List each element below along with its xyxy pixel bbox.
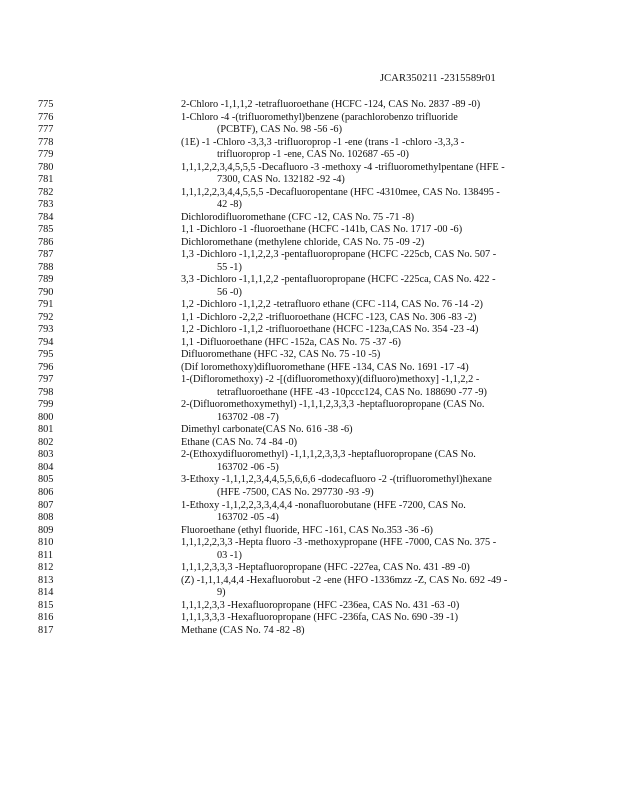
line-text: 1,1,1,2,2,3,4,5,5,5 -Decafluoro -3 -methoxy -4 -trifluoromethylpentane (HFE - [181, 161, 505, 173]
line-text: (Z) -1,1,1,4,4,4 -Hexafluorobut -2 -ene (HFO -1336mzz -Z, CAS No. 692 -49 - [181, 574, 508, 586]
line-text: 9) [217, 587, 226, 599]
line-number: 784 [38, 211, 54, 223]
line-text: trifluoroprop -1 -ene, CAS No. 102687 -65 -0) [217, 149, 409, 161]
line-number: 816 [38, 612, 54, 624]
text-line [0, 149, 618, 162]
line-text: 1,1,1,3,3,3 -Hexafluoropropane (HFC -236fa, CAS No. 690 -39 -1) [181, 612, 459, 624]
text-line [0, 249, 618, 262]
line-text: 1,1 -Dichloro -1 -fluoroethane (HCFC -141b, CAS No. 1717 -00 -6) [181, 224, 463, 236]
line-text: 42 -8) [217, 199, 242, 211]
text-line [0, 274, 618, 287]
line-number: 811 [38, 549, 54, 561]
text-line [0, 287, 618, 300]
text-line [0, 600, 618, 613]
line-text: 56 -0) [217, 286, 242, 298]
text-line [0, 374, 618, 387]
line-text: Dichloromethane (methylene chloride, CAS No. 75 -09 -2) [181, 236, 425, 248]
text-line [0, 162, 618, 175]
line-number: 795 [38, 349, 54, 361]
line-text: Ethane (CAS No. 74 -84 -0) [181, 436, 298, 448]
text-line [0, 124, 618, 137]
line-number: 805 [38, 474, 54, 486]
line-number: 781 [38, 174, 54, 186]
line-number: 796 [38, 361, 54, 373]
text-line [0, 550, 618, 563]
text-line [0, 537, 618, 550]
line-text: 1,1 -Dichloro -2,2,2 -trifluoroethane (HCFC -123, CAS No. 306 -83 -2) [181, 311, 477, 323]
line-number: 812 [38, 562, 54, 574]
text-line [0, 212, 618, 225]
line-number: 793 [38, 324, 54, 336]
line-number: 787 [38, 249, 54, 261]
line-text: 1-Chloro -4 -(trifluoromethyl)benzene (parachlorobenzo trifluoride [181, 111, 458, 123]
text-line [0, 137, 618, 150]
text-line [0, 187, 618, 200]
line-text: Difluoromethane (HFC -32, CAS No. 75 -10 -5) [181, 349, 381, 361]
line-text: 2-Chloro -1,1,1,2 -tetrafluoroethane (HCFC -124, CAS No. 2837 -89 -0) [181, 99, 481, 110]
document-id-header: JCAR350211 -2315589r01 [380, 73, 496, 84]
line-number: 814 [38, 587, 54, 599]
text-line [0, 424, 618, 437]
line-text: 55 -1) [217, 261, 242, 273]
line-text: (Dif loromethoxy)difluoromethane (HFE -134, CAS No. 1691 -17 -4) [181, 361, 469, 373]
text-line [0, 324, 618, 337]
line-number: 775 [38, 99, 54, 110]
line-number: 789 [38, 274, 54, 286]
line-number: 813 [38, 574, 54, 586]
text-line [0, 237, 618, 250]
line-text: Fluoroethane (ethyl fluoride, HFC -161, CAS No.353 -36 -6) [181, 524, 433, 536]
text-line [0, 562, 618, 575]
line-text: 1-(Difloromethoxy) -2 -[(difluoromethoxy)(difluoro)methoxy] -1,1,2,2 - [181, 374, 480, 386]
line-text: 1-Ethoxy -1,1,2,2,3,3,4,4,4 -nonafluorobutane (HFE -7200, CAS No. [181, 499, 466, 511]
line-text: 7300, CAS No. 132182 -92 -4) [217, 174, 345, 186]
line-number: 777 [38, 124, 54, 136]
line-number: 794 [38, 336, 54, 348]
line-text: 1,1 -Difluoroethane (HFC -152a, CAS No. 75 -37 -6) [181, 336, 401, 348]
line-text: Dichlorodifluoromethane (CFC -12, CAS No. 75 -71 -8) [181, 211, 415, 223]
line-text: 1,1,1,2,3,3 -Hexafluoropropane (HFC -236ea, CAS No. 431 -63 -0) [181, 599, 460, 611]
line-number: 790 [38, 286, 54, 298]
line-number: 807 [38, 499, 54, 511]
text-line [0, 612, 618, 625]
line-number: 808 [38, 512, 54, 524]
line-number: 797 [38, 374, 54, 386]
text-line [0, 525, 618, 538]
line-number: 809 [38, 524, 54, 536]
line-number: 798 [38, 386, 54, 398]
text-line [0, 224, 618, 237]
text-line [0, 112, 618, 125]
line-number: 776 [38, 111, 54, 123]
line-number: 785 [38, 224, 54, 236]
text-line [0, 575, 618, 588]
line-number: 783 [38, 199, 54, 211]
text-line [0, 512, 618, 525]
line-number: 817 [38, 624, 54, 636]
line-text: (PCBTF), CAS No. 98 -56 -6) [217, 124, 343, 136]
text-line [0, 337, 618, 350]
line-number: 800 [38, 411, 54, 423]
line-text: Methane (CAS No. 74 -82 -8) [181, 624, 305, 636]
line-text: (1E) -1 -Chloro -3,3,3 -trifluoroprop -1 -ene (trans -1 -chloro -3,3,3 - [181, 136, 465, 148]
text-line [0, 387, 618, 400]
line-text: 1,1,1,2,2,3,4,4,5,5,5 -Decafluoropentane (HFC -4310mee, CAS No. 138495 - [181, 186, 500, 198]
text-line [0, 462, 618, 475]
line-text: 1,3 -Dichloro -1,1,2,2,3 -pentafluoropropane (HCFC -225cb, CAS No. 507 - [181, 249, 497, 261]
line-number: 801 [38, 424, 54, 436]
line-text: (HFE -7500, CAS No. 297730 -93 -9) [217, 486, 374, 498]
line-text: tetrafluoroethane (HFE -43 -10pccc124, CAS No. 188690 -77 -9) [217, 386, 487, 398]
text-line [0, 299, 618, 312]
line-number: 778 [38, 136, 54, 148]
line-text: 3,3 -Dichloro -1,1,1,2,2 -pentafluoropropane (HCFC -225ca, CAS No. 422 - [181, 274, 496, 286]
line-number: 815 [38, 599, 54, 611]
line-number: 791 [38, 299, 54, 311]
line-text: 1,1,1,2,3,3,3 -Heptafluoropropane (HFC -227ea, CAS No. 431 -89 -0) [181, 562, 470, 574]
text-line [0, 174, 618, 187]
text-line [0, 437, 618, 450]
line-number: 782 [38, 186, 54, 198]
line-number: 802 [38, 436, 54, 448]
line-number: 806 [38, 486, 54, 498]
numbered-text-lines [0, 99, 618, 637]
line-text: 1,2 -Dichloro -1,1,2,2 -tetrafluoro ethane (CFC -114, CAS No. 76 -14 -2) [181, 299, 483, 311]
line-number: 792 [38, 311, 54, 323]
line-text: 2-(Ethoxydifluoromethyl) -1,1,1,2,3,3,3 -heptafluoropropane (CAS No. [181, 449, 476, 461]
text-line [0, 199, 618, 212]
line-text: Dimethyl carbonate(CAS No. 616 -38 -6) [181, 424, 353, 436]
line-text: 163702 -06 -5) [217, 461, 279, 473]
text-line [0, 349, 618, 362]
line-text: 03 -1) [217, 549, 242, 561]
line-text: 163702 -08 -7) [217, 411, 279, 423]
line-number: 804 [38, 461, 54, 473]
line-number: 799 [38, 399, 54, 411]
text-line [0, 587, 618, 600]
line-number: 788 [38, 261, 54, 273]
line-text: 1,2 -Dichloro -1,1,2 -trifluoroethane (HCFC -123a,CAS No. 354 -23 -4) [181, 324, 479, 336]
line-number: 803 [38, 449, 54, 461]
line-number: 786 [38, 236, 54, 248]
text-line [0, 412, 618, 425]
line-number: 810 [38, 537, 54, 549]
text-line [0, 500, 618, 513]
text-line [0, 362, 618, 375]
line-text: 1,1,1,2,2,3,3 -Hepta fluoro -3 -methoxypropane (HFE -7000, CAS No. 375 - [181, 537, 497, 549]
line-number: 780 [38, 161, 54, 173]
text-line [0, 474, 618, 487]
text-line [0, 487, 618, 500]
text-line [0, 399, 618, 412]
line-text: 2-(Difluoromethoxymethyl) -1,1,1,2,3,3,3 -heptafluoropropane (CAS No. [181, 399, 485, 411]
text-line [0, 262, 618, 275]
text-line [0, 99, 618, 112]
line-number: 779 [38, 149, 54, 161]
text-line [0, 625, 618, 638]
text-line [0, 312, 618, 325]
line-text: 163702 -05 -4) [217, 512, 279, 524]
text-line [0, 449, 618, 462]
line-text: 3-Ethoxy -1,1,1,2,3,4,4,5,5,6,6,6 -dodecafluoro -2 -(trifluoromethyl)hexane [181, 474, 492, 486]
